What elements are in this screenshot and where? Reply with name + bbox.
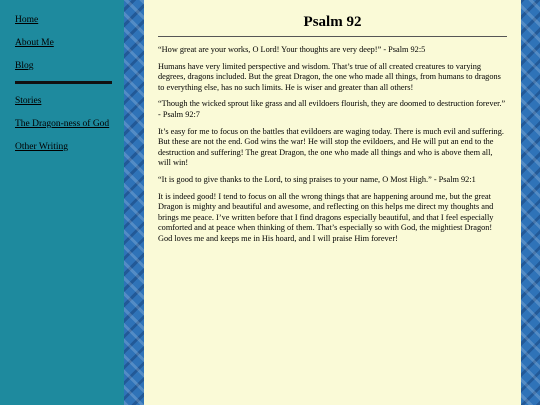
sidebar-nav [0,0,124,405]
post-content [144,0,521,405]
nav-link-blog[interactable]: Blog [15,61,34,71]
post-paragraph: “How great are your works, O Lord! Your thoughts are very deep!” - Psalm 92:5 [158,45,426,54]
nav-link-home[interactable]: Home [15,15,39,25]
post-paragraph: It’s easy for me to focus on the battles that evildoers are waging today. There is much evil and suffering. But these are not the end. God wins the war! He will stop the evildoers, and He will put an end to the destruction and suffering! The great Dragon, the one who made all things and who is above them all, will win! [158,126,504,168]
post-paragraph: It is indeed good! I tend to focus on all the wrong things that are happening around me, but the great Dragon is mighty and beautiful and awesome, and reflecting on this helps me direct my thoughts and brings me peace. I’ve written before that I find dragons especially beautiful, and that I feel especially comforted and at peace when thinking of them. That’s especially so with God, the mightiest Dragon! God loves me and keeps me in His hoard, and I will praise Him forever! [158,191,494,243]
post-paragraph: Humans have very limited perspective and wisdom. That’s true of all created creatures to varying degrees, dragons included. But the great Dragon, the one who made all things, from humans to dragons to everything else, has no such limits. He is wiser and greater than all others! [158,61,501,92]
page-title: Psalm 92 [303,14,362,30]
post-paragraph: “Though the wicked sprout like grass and all evildoers flourish, they are doomed to destruction forever.” - Psalm 92:7 [158,99,506,119]
nav-link-about-me[interactable]: About Me [15,38,54,48]
nav-link-dragon-ness-of-god[interactable]: The Dragon-ness of God [15,119,110,129]
title-divider [158,36,507,37]
nav-divider [15,81,112,84]
nav-link-stories[interactable]: Stories [15,96,42,106]
nav-link-other-writing[interactable]: Other Writing [15,142,69,152]
post-paragraph: “It is good to give thanks to the Lord, to sing praises to your name, O Most High.” - Psalm 92:1 [158,174,476,184]
